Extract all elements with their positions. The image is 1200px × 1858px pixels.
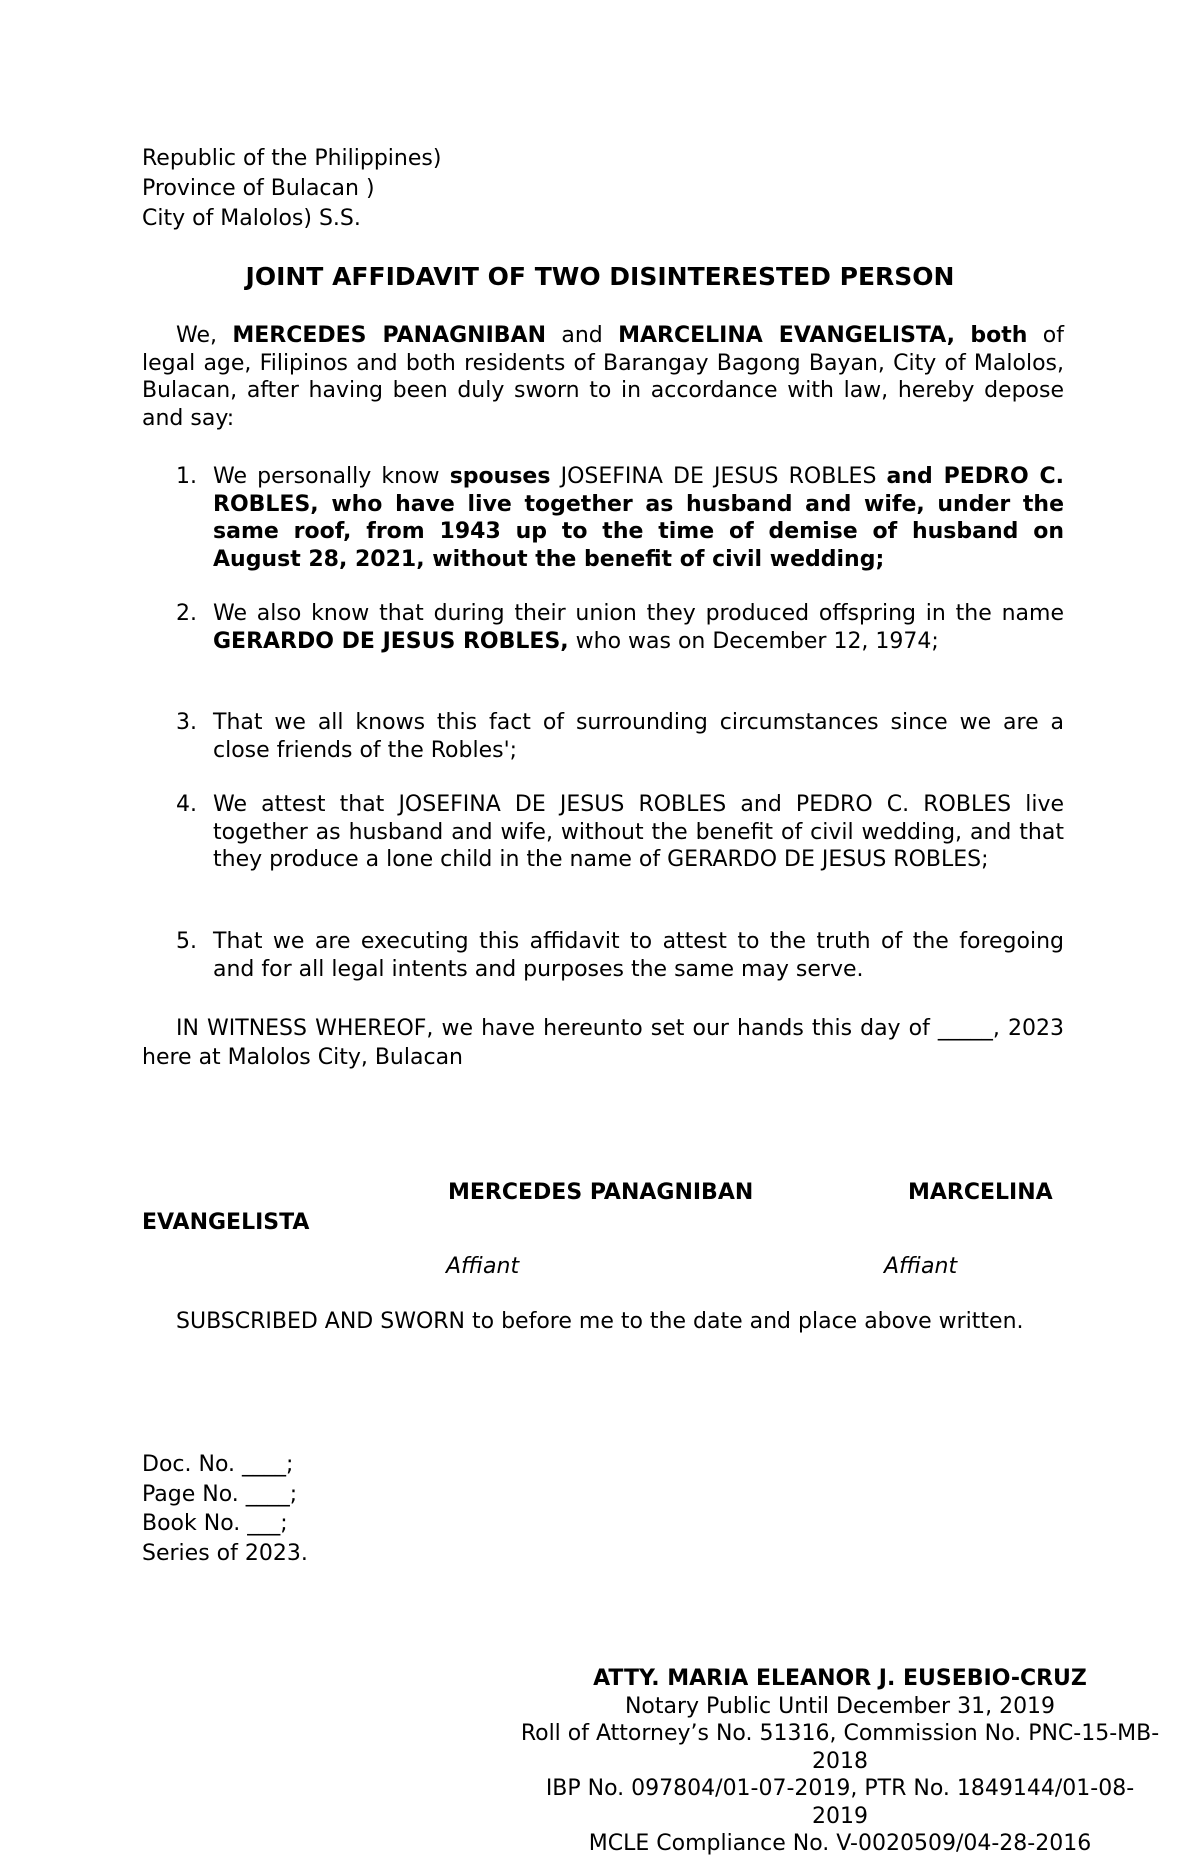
item-text [213, 463, 1064, 573]
affiant1-label: Affiant [446, 1254, 520, 1279]
item-number: 5. [176, 929, 197, 954]
affiant2-signature-name-last: EVANGELISTA [142, 1210, 310, 1235]
intro-we: We, [176, 323, 233, 348]
list-item [142, 600, 1064, 655]
item-text-part: We personally know [213, 464, 450, 489]
item-text [213, 600, 1064, 655]
document-title: JOINT AFFIDAVIT OF TWO DISINTERESTED PERSON [245, 262, 955, 291]
series-year: Series of 2023. [142, 1540, 308, 1566]
item-text-bold: spouses [449, 464, 551, 489]
item-text-part: who was on December 12, 1974; [568, 628, 939, 654]
list-item [142, 791, 1064, 874]
doc-number: Doc. No. ____; [142, 1452, 294, 1477]
notary-roll: Roll of Attorney’s No. 51316, Commission No. PNC-15-MB-2018 [520, 1721, 1160, 1774]
item-text: That we all knows this fact of surrounding circumstances since we are a close friends of the Robles'; [213, 710, 1064, 763]
venue-province: Province of Bulacan ) [142, 176, 375, 201]
item-number: 2. [176, 601, 197, 626]
notary-ibp: IBP No. 097804/01-07-2019, PTR No. 1849144/01-08-2019 [545, 1776, 1135, 1829]
witness-text: IN WITNESS WHEREOF, we have hereunto set our hands this day of _____, 2023 here at Malolos City, Bulacan [142, 1016, 1064, 1070]
venue-city: City of Malolos) S.S. [142, 206, 361, 231]
item-number: 4. [176, 792, 197, 817]
list-item [142, 709, 1064, 764]
affiant1-signature-name: MERCEDES PANAGNIBAN [448, 1180, 754, 1205]
notary-name: ATTY. MARIA ELEANOR J. EUSEBIO-CRUZ [593, 1666, 1087, 1691]
item-number: 1. [176, 464, 197, 489]
affiant2-label: Affiant [884, 1254, 958, 1279]
venue-republic: Republic of the Philippines) [142, 146, 442, 171]
venue-block [142, 144, 441, 234]
notary-block [520, 1665, 1160, 1858]
notarial-register-block [142, 1450, 308, 1568]
item-number: 3. [176, 710, 197, 735]
intro-and: and [545, 323, 619, 348]
item-text-part: JOSEFINA DE JESUS ROBLES [550, 464, 887, 489]
intro-both: both [970, 323, 1028, 348]
affiant2-signature-name-first: MARCELINA [908, 1180, 1053, 1205]
notary-commission: Notary Public Until December 31, 2019 [624, 1693, 1056, 1719]
affiant1-name-intro: MERCEDES PANAGNIBAN [232, 323, 546, 348]
list-item [142, 928, 1064, 983]
subscribed-text: SUBSCRIBED AND SWORN to before me to the date and place above written. [176, 1309, 1024, 1334]
page-number: Page No. ____; [142, 1481, 298, 1507]
notary-mcle: MCLE Compliance No. V-0020509/04-28-2016 [588, 1831, 1092, 1856]
item-text: That we are executing this affidavit to attest to the truth of the foregoing and for all legal intents and purposes the same may serve. [213, 929, 1064, 982]
item-text-part: We also know that during their union they produced offspring in the name [213, 601, 1064, 626]
list-item [142, 463, 1064, 573]
subscribed-paragraph [142, 1308, 1064, 1336]
item-text: We attest that JOSEFINA DE JESUS ROBLES and PEDRO C. ROBLES live together as husband and wife, without the benefit of civil wedding, and that they produce a lone child in the name of GERARDO DE JESUS ROBLES; [213, 792, 1064, 872]
book-number: Book No. ___; [142, 1511, 288, 1536]
intro-rest: of legal age, Filipinos and both residents of Barangay Bagong Bayan, City of Malolos, Bulacan, after having been duly sworn to in accordance with law, hereby depose and say: [142, 323, 1064, 431]
item-text-bold: GERARDO DE JESUS ROBLES, [213, 628, 569, 654]
item-text-bold: and PEDRO C. ROBLES, who have live together as husband and wife, under the same roof, from 1943 up to the time of demise of husband on August 28, 2021, without the benefit of civil wedding; [213, 464, 1064, 572]
witness-paragraph [142, 1014, 1064, 1072]
intro-paragraph [142, 322, 1064, 432]
affiant2-name-intro: MARCELINA EVANGELISTA, [618, 323, 956, 348]
